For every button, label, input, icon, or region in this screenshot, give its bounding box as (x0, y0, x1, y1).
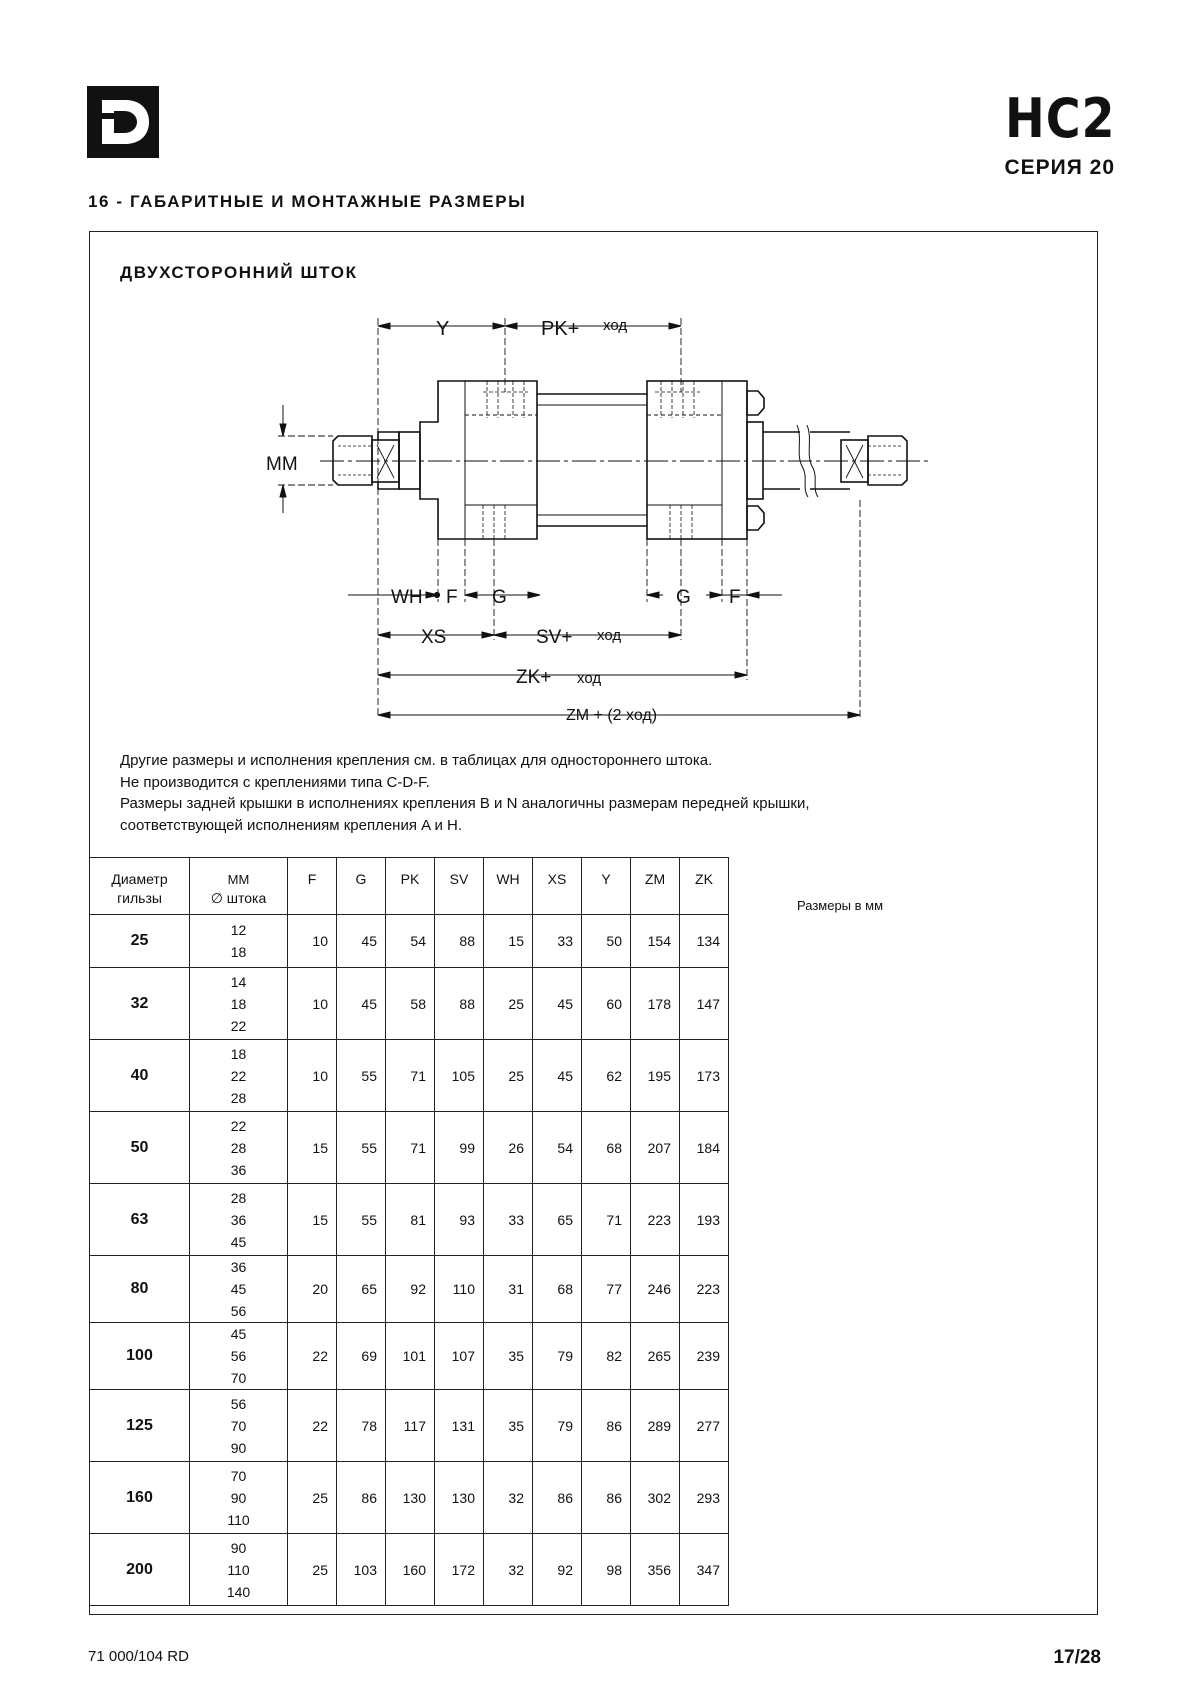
bore-cell: 63 (90, 1184, 190, 1256)
rod-diameter: 14 (230, 973, 247, 990)
table-row (90, 1390, 729, 1462)
dim-label-wh: WH (391, 587, 423, 608)
value-cell: 347 (680, 1534, 729, 1606)
rod-diameter: 18 (230, 944, 247, 960)
value-cell: 65 (337, 1256, 386, 1323)
value-cell: 25 (288, 1534, 337, 1606)
rod-diameter: 56 (230, 1348, 247, 1364)
value-cell: 33 (533, 915, 582, 968)
value-cell: 71 (386, 1112, 435, 1184)
value-cell: 78 (337, 1390, 386, 1462)
value-cell: 15 (484, 915, 533, 968)
value-cell: 195 (631, 1040, 680, 1112)
value-cell: 265 (631, 1323, 680, 1390)
rod-cell (190, 1256, 288, 1323)
dim-label-g-right: G (676, 587, 691, 608)
value-cell: 68 (582, 1112, 631, 1184)
bore-cell: 25 (90, 915, 190, 968)
value-cell: 25 (288, 1462, 337, 1534)
dim-label-y: Y (436, 318, 450, 340)
value-cell: 22 (288, 1323, 337, 1390)
note-line: соответствующей исполнениям крепления A и H. (120, 816, 463, 834)
value-cell: 154 (631, 915, 680, 968)
value-cell: 35 (484, 1390, 533, 1462)
rod-diameter: 56 (230, 1303, 247, 1319)
value-cell: 105 (435, 1040, 484, 1112)
header-col: SV (435, 858, 484, 915)
page-number: 17/28 (1053, 1647, 1101, 1668)
value-cell: 130 (435, 1462, 484, 1534)
value-cell: 277 (680, 1390, 729, 1462)
value-cell: 88 (435, 915, 484, 968)
rod-diameter: 28 (230, 1139, 247, 1156)
value-cell: 22 (288, 1390, 337, 1462)
value-cell: 99 (435, 1112, 484, 1184)
rod-diameter: 45 (230, 1326, 247, 1342)
header-col: WH (484, 858, 533, 915)
value-cell: 86 (582, 1390, 631, 1462)
units-note: Размеры в мм (797, 898, 884, 913)
rod-cell (190, 1462, 288, 1534)
value-cell: 45 (337, 968, 386, 1040)
value-cell: 33 (484, 1184, 533, 1256)
bore-cell: 100 (90, 1323, 190, 1390)
value-cell: 131 (435, 1390, 484, 1462)
table-header-row (90, 858, 729, 915)
value-cell: 31 (484, 1256, 533, 1323)
dimensions-table (89, 857, 729, 1606)
value-cell: 88 (435, 968, 484, 1040)
table-row (90, 1534, 729, 1606)
note-line: Не производится с креплениями типа C-D-F. (120, 773, 430, 791)
rod-diameter: 28 (230, 1089, 247, 1106)
header-col: G (337, 858, 386, 915)
value-cell: 184 (680, 1112, 729, 1184)
dim-label-xs: XS (421, 627, 447, 648)
value-cell: 54 (386, 915, 435, 968)
value-cell: 55 (337, 1184, 386, 1256)
rod-diameter: 110 (227, 1561, 250, 1578)
value-cell: 134 (680, 915, 729, 968)
value-cell: 69 (337, 1323, 386, 1390)
value-cell: 60 (582, 968, 631, 1040)
value-cell: 207 (631, 1112, 680, 1184)
rod-cell (190, 1390, 288, 1462)
series-code: HC2 (1004, 87, 1115, 150)
dim-label-mm: MM (266, 454, 298, 475)
rod-cell (190, 1112, 288, 1184)
value-cell: 117 (386, 1390, 435, 1462)
value-cell: 86 (533, 1462, 582, 1534)
value-cell: 10 (288, 968, 337, 1040)
notes (120, 750, 810, 836)
value-cell: 65 (533, 1184, 582, 1256)
value-cell: 54 (533, 1112, 582, 1184)
header-col: ZM (631, 858, 680, 915)
value-cell: 35 (484, 1323, 533, 1390)
rod-diameter: 110 (227, 1511, 250, 1528)
table-row (90, 1040, 729, 1112)
header-col: XS (533, 858, 582, 915)
value-cell: 289 (631, 1390, 680, 1462)
value-cell: 356 (631, 1534, 680, 1606)
value-cell: 98 (582, 1534, 631, 1606)
note-line: Другие размеры и исполнения крепления см. в таблицах для одностороннего штока. (120, 752, 713, 769)
rod-diameter: 70 (230, 1370, 247, 1386)
rod-diameter: 90 (230, 1489, 247, 1506)
value-cell: 68 (533, 1256, 582, 1323)
rod-cell (190, 1534, 288, 1606)
value-cell: 86 (582, 1462, 631, 1534)
table-row (90, 1112, 729, 1184)
table-row (90, 1323, 729, 1390)
value-cell: 130 (386, 1462, 435, 1534)
rod-diameter: 56 (230, 1395, 247, 1412)
value-cell: 178 (631, 968, 680, 1040)
drawing-title: ДВУХСТОРОННИЙ ШТОК (120, 263, 358, 282)
value-cell: 50 (582, 915, 631, 968)
value-cell: 223 (680, 1256, 729, 1323)
bore-cell: 40 (90, 1040, 190, 1112)
rod-cell (190, 968, 288, 1040)
value-cell: 160 (386, 1534, 435, 1606)
value-cell: 293 (680, 1462, 729, 1534)
rod-diameter: 45 (230, 1233, 247, 1250)
rod-cell (190, 915, 288, 968)
dim-label-pk: PK+ (541, 318, 580, 340)
value-cell: 147 (680, 968, 729, 1040)
dim-label-f-left: F (446, 587, 458, 608)
value-cell: 101 (386, 1323, 435, 1390)
rod-diameter: 28 (230, 1189, 247, 1206)
rod-diameter: 18 (230, 995, 247, 1012)
value-cell: 77 (582, 1256, 631, 1323)
section-title: 16 - ГАБАРИТНЫЕ И МОНТАЖНЫЕ РАЗМЕРЫ (88, 192, 527, 211)
rod-cell (190, 1040, 288, 1112)
value-cell: 92 (386, 1256, 435, 1323)
cylinder-drawing (0, 0, 1200, 740)
value-cell: 45 (533, 968, 582, 1040)
value-cell: 103 (337, 1534, 386, 1606)
value-cell: 55 (337, 1040, 386, 1112)
doc-code: 71 000/104 RD (88, 1648, 189, 1665)
value-cell: 32 (484, 1534, 533, 1606)
value-cell: 82 (582, 1323, 631, 1390)
value-cell: 25 (484, 968, 533, 1040)
value-cell: 107 (435, 1323, 484, 1390)
rod-diameter: 70 (230, 1467, 247, 1484)
header-rod-top: MM (227, 872, 250, 887)
dim-label-zm: ZM + (2 ход) (566, 707, 658, 724)
dim-label-sv-stroke: ход (597, 627, 622, 644)
value-cell: 26 (484, 1112, 533, 1184)
header-col: F (288, 858, 337, 915)
note-line: Размеры задней крышки в исполнениях крепления B и N аналогичны размерам передней крышки, (120, 795, 810, 812)
rod-cell (190, 1184, 288, 1256)
table-row (90, 1256, 729, 1323)
table-body (90, 915, 729, 1606)
rod-diameter: 90 (230, 1539, 247, 1556)
header-rod (190, 858, 288, 915)
value-cell: 10 (288, 1040, 337, 1112)
bore-cell: 32 (90, 968, 190, 1040)
value-cell: 173 (680, 1040, 729, 1112)
dim-label-g-left: G (492, 587, 507, 608)
rod-diameter: 36 (230, 1259, 247, 1275)
value-cell: 193 (680, 1184, 729, 1256)
header-bore: Диаметр гильзы (90, 858, 190, 915)
rod-diameter: 12 (230, 922, 247, 938)
rod-diameter: 45 (230, 1281, 247, 1297)
value-cell: 110 (435, 1256, 484, 1323)
rod-diameter: 140 (226, 1583, 251, 1600)
bore-cell: 125 (90, 1390, 190, 1462)
bore-cell: 200 (90, 1534, 190, 1606)
bore-cell: 50 (90, 1112, 190, 1184)
header-rod-bottom: ∅ штока (210, 890, 267, 906)
value-cell: 10 (288, 915, 337, 968)
value-cell: 302 (631, 1462, 680, 1534)
rod-cell (190, 1323, 288, 1390)
value-cell: 93 (435, 1184, 484, 1256)
rod-diameter: 90 (230, 1439, 247, 1456)
rod-diameter: 18 (230, 1045, 247, 1062)
header-col: PK (386, 858, 435, 915)
value-cell: 20 (288, 1256, 337, 1323)
value-cell: 223 (631, 1184, 680, 1256)
series-name: СЕРИЯ 20 (1004, 156, 1115, 179)
value-cell: 92 (533, 1534, 582, 1606)
value-cell: 45 (533, 1040, 582, 1112)
value-cell: 32 (484, 1462, 533, 1534)
rod-diameter: 22 (230, 1017, 247, 1034)
value-cell: 81 (386, 1184, 435, 1256)
value-cell: 25 (484, 1040, 533, 1112)
bore-cell: 80 (90, 1256, 190, 1323)
value-cell: 172 (435, 1534, 484, 1606)
value-cell: 58 (386, 968, 435, 1040)
rod-diameter: 36 (230, 1211, 247, 1228)
table-row (90, 1184, 729, 1256)
rod-diameter: 70 (230, 1417, 247, 1434)
table-row (90, 915, 729, 968)
rod-diameter: 22 (230, 1067, 247, 1084)
value-cell: 62 (582, 1040, 631, 1112)
value-cell: 71 (582, 1184, 631, 1256)
dim-label-pk-stroke: ход (603, 317, 628, 334)
dim-label-sv: SV+ (536, 627, 573, 648)
rod-diameter: 22 (230, 1117, 247, 1134)
dim-label-zk: ZK+ (516, 667, 552, 688)
value-cell: 15 (288, 1112, 337, 1184)
value-cell: 239 (680, 1323, 729, 1390)
value-cell: 79 (533, 1390, 582, 1462)
value-cell: 246 (631, 1256, 680, 1323)
dim-label-zk-stroke: ход (577, 670, 602, 687)
value-cell: 71 (386, 1040, 435, 1112)
bore-cell: 160 (90, 1462, 190, 1534)
dim-label-f-right: F (729, 587, 741, 608)
value-cell: 79 (533, 1323, 582, 1390)
header-col: Y (582, 858, 631, 915)
header-col: ZK (680, 858, 729, 915)
value-cell: 86 (337, 1462, 386, 1534)
table-row (90, 1462, 729, 1534)
value-cell: 15 (288, 1184, 337, 1256)
table-row (90, 968, 729, 1040)
value-cell: 55 (337, 1112, 386, 1184)
value-cell: 45 (337, 915, 386, 968)
rod-diameter: 36 (230, 1161, 247, 1178)
